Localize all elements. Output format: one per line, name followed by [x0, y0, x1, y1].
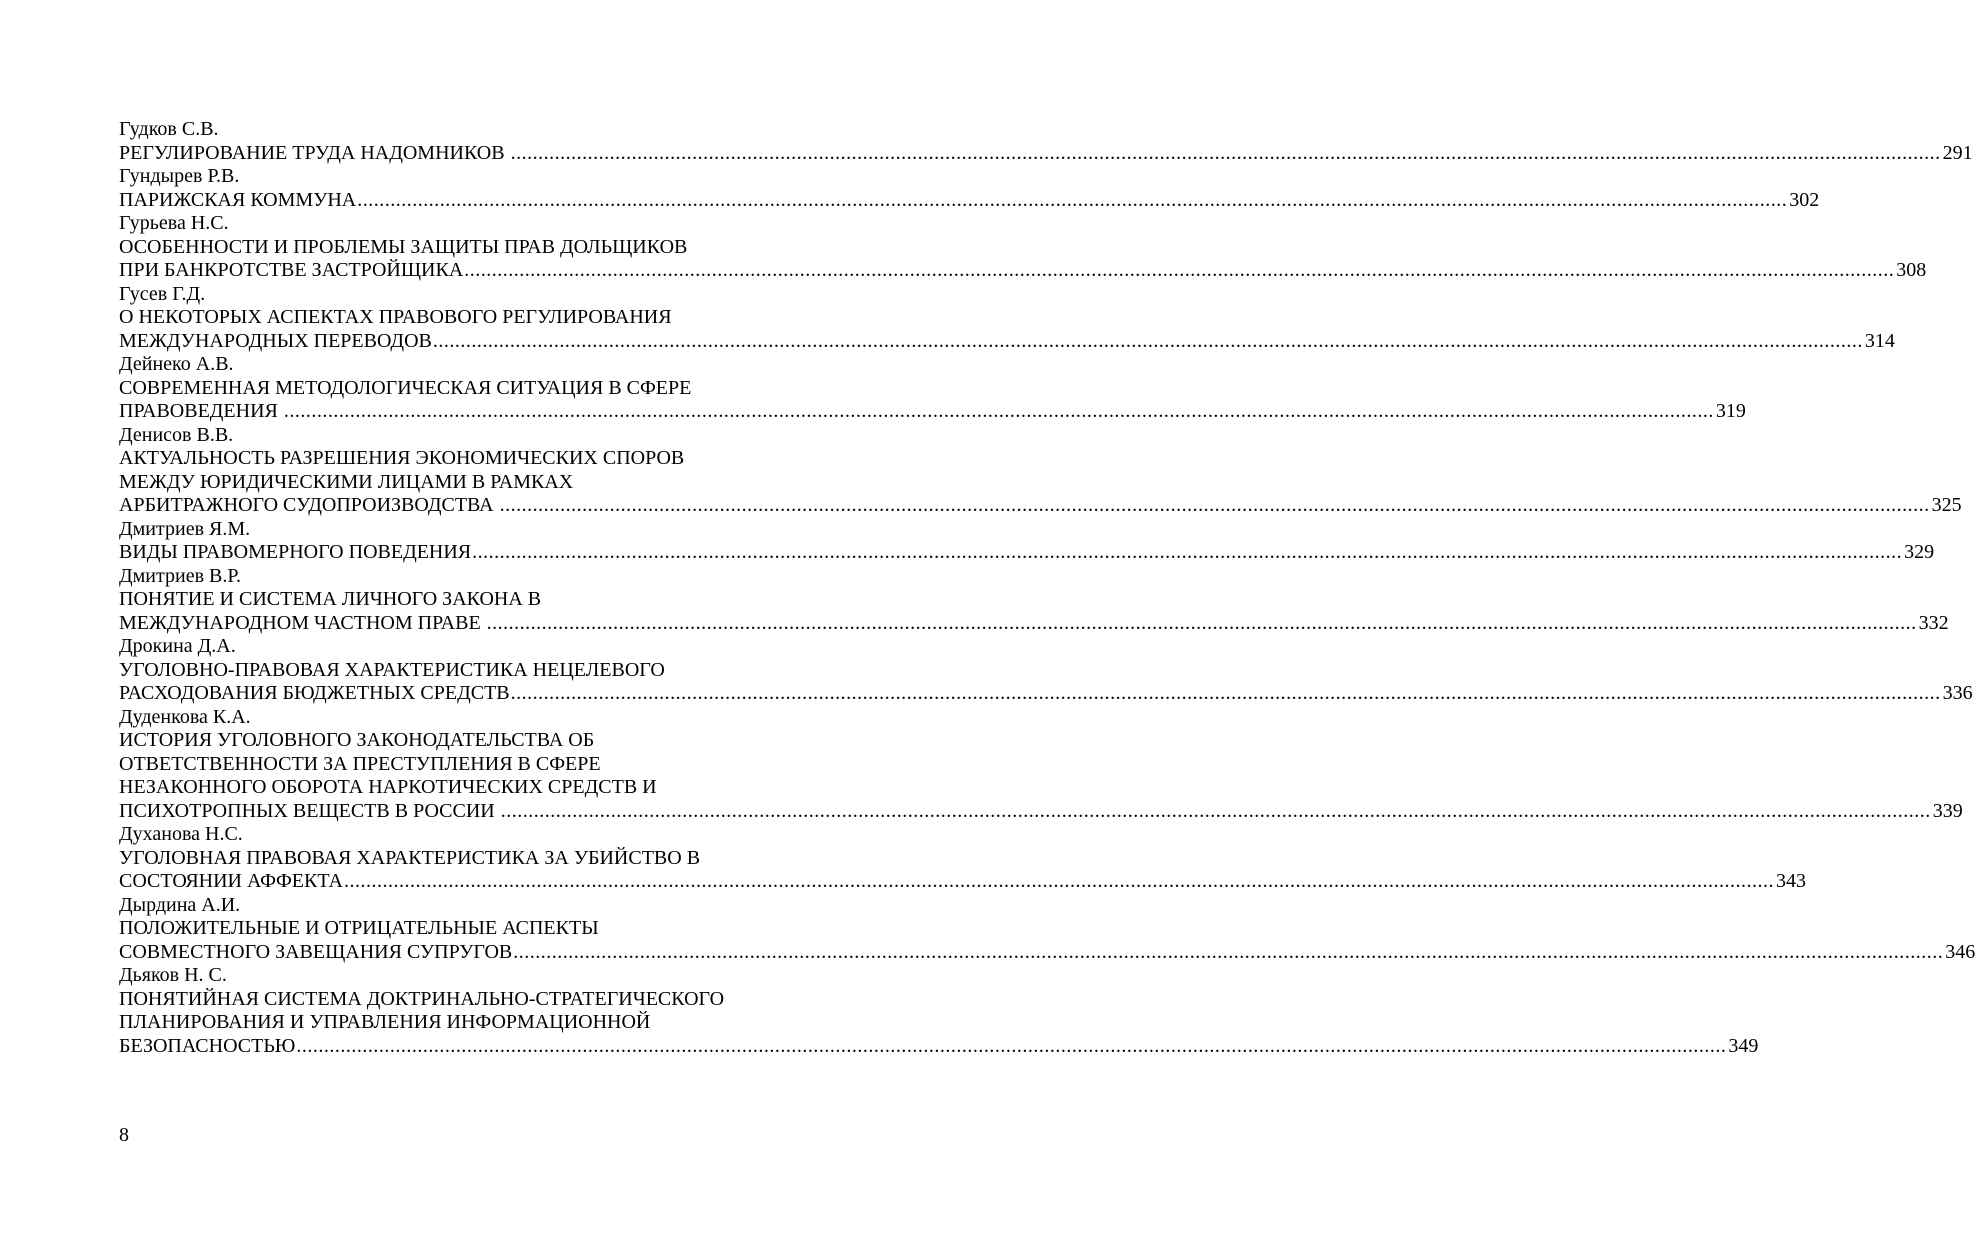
toc-leader-dots: .................................................................................................................................................................................................................................................................... [344, 870, 1775, 892]
toc-entry-author: Гусев Г.Д. [119, 282, 206, 305]
toc-entry-title-line: ВИДЫ ПРАВОМЕРНОГО ПОВЕДЕНИЯ [119, 541, 472, 563]
toc-entry-author: Дырдина А.И. [119, 893, 241, 916]
toc-leader-dots: .................................................................................................................................................................................................................................................................... [499, 494, 1930, 516]
toc-entry-page-number: 314 [1864, 329, 1895, 352]
toc-entry-title-line: АКТУАЛЬНОСТЬ РАЗРЕШЕНИЯ ЭКОНОМИЧЕСКИХ СПОРОВ [119, 447, 685, 469]
toc-entry-title-line: ОТВЕТСТВЕННОСТИ ЗА ПРЕСТУПЛЕНИЯ В СФЕРЕ [119, 752, 601, 775]
toc-entry [119, 564, 1949, 636]
toc-entry-author: Дмитриев Я.М. [119, 517, 251, 540]
toc-entry-last-line [119, 400, 1746, 424]
toc-entry-title-line: ОСОБЕННОСТИ И ПРОБЛЕМЫ ЗАЩИТЫ ПРАВ ДОЛЬЩИКОВ [119, 235, 688, 258]
toc-entry-title-line: СОВМЕСТНОГО ЗАВЕЩАНИЯ СУПРУГОВ [119, 940, 513, 963]
toc-entry-title-line: РЕГУЛИРОВАНИЕ ТРУДА НАДОМНИКОВ [119, 141, 510, 164]
toc-entry-page-number: 302 [1789, 188, 1820, 211]
toc-entry-author: Денисов В.В. [119, 423, 234, 446]
toc-entry-title-line: НЕЗАКОННОГО ОБОРОТА НАРКОТИЧЕСКИХ СРЕДСТВ И [119, 776, 657, 798]
toc-entry-page-number: 349 [1728, 1034, 1759, 1057]
toc-entry-title-line: БЕЗОПАСНОСТЬЮ [119, 1034, 296, 1057]
toc-entry-author: Гудков С.В. [119, 118, 219, 140]
toc-entry-author: Дьяков Н. С. [119, 964, 227, 986]
toc-leader-dots: .................................................................................................................................................................................................................................................................... [357, 188, 1788, 211]
toc-leader-dots: .................................................................................................................................................................................................................................................................... [464, 259, 1895, 281]
toc-leader-dots: .................................................................................................................................................................................................................................................................... [513, 940, 1944, 963]
toc-entry-title-line: ПОНЯТИЕ И СИСТЕМА ЛИЧНОГО ЗАКОНА В [119, 588, 542, 610]
toc-entry-title-line: ПАРИЖСКАЯ КОММУНА [119, 188, 357, 211]
toc-leader-dots: .................................................................................................................................................................................................................................................................... [510, 682, 1941, 704]
toc-entry-title-line: ПОНЯТИЙНАЯ СИСТЕМА ДОКТРИНАЛЬНО-СТРАТЕГИЧЕСКОГО [119, 987, 725, 1010]
toc-entry-title-line: МЕЖДУ ЮРИДИЧЕСКИМИ ЛИЦАМИ В РАМКАХ [119, 470, 574, 493]
toc-entry-page-number: 291 [1942, 141, 1973, 164]
toc-entry [119, 353, 1746, 424]
page-number: 8 [119, 1124, 129, 1146]
toc-entry-author: Дуденкова К.А. [119, 705, 251, 728]
table-of-contents [119, 118, 1975, 1058]
toc-entry-page-number: 343 [1776, 870, 1807, 892]
toc-entry [119, 165, 1820, 212]
toc-entry-title-line: МЕЖДУНАРОДНЫХ ПЕРЕВОДОВ [119, 329, 432, 352]
toc-entry-title-line: РАСХОДОВАНИЯ БЮДЖЕТНЫХ СРЕДСТВ [119, 682, 510, 704]
toc-entry-title-line: ПЛАНИРОВАНИЯ И УПРАВЛЕНИЯ ИНФОРМАЦИОННОЙ [119, 1011, 651, 1033]
toc-entry-last-line [119, 611, 1949, 636]
toc-entry-page-number: 308 [1896, 259, 1927, 281]
toc-entry [119, 517, 1935, 565]
toc-entry-author: Дейнеко А.В. [119, 353, 234, 375]
toc-entry-last-line [119, 329, 1895, 354]
toc-entry-page-number: 319 [1715, 400, 1746, 422]
toc-leader-dots: .................................................................................................................................................................................................................................................................... [283, 400, 1714, 422]
toc-entry-author: Гурьева Н.С. [119, 212, 229, 234]
toc-entry-title-line: ПРАВОВЕДЕНИЯ [119, 400, 283, 422]
toc-entry-title-line: УГОЛОВНАЯ ПРАВОВАЯ ХАРАКТЕРИСТИКА ЗА УБИЙСТВО В [119, 846, 701, 869]
toc-entry-title-line: УГОЛОВНО-ПРАВОВАЯ ХАРАКТЕРИСТИКА НЕЦЕЛЕВОГО [119, 658, 665, 681]
toc-leader-dots: .................................................................................................................................................................................................................................................................... [432, 329, 1863, 352]
toc-leader-dots: .................................................................................................................................................................................................................................................................... [510, 141, 1941, 164]
toc-leader-dots: .................................................................................................................................................................................................................................................................... [486, 611, 1917, 634]
toc-entry-title-line: ПРИ БАНКРОТСТВЕ ЗАСТРОЙЩИКА [119, 259, 464, 281]
toc-entry-author: Дрокина Д.А. [119, 635, 236, 657]
toc-entry-last-line [119, 682, 1973, 706]
toc-entry-last-line [119, 141, 1973, 166]
toc-entry-last-line [119, 940, 1975, 965]
toc-entry [119, 423, 1962, 518]
toc-entry-last-line [119, 870, 1807, 894]
toc-entry-title-line: СОСТОЯНИИ АФФЕКТА [119, 870, 344, 892]
toc-entry [119, 212, 1927, 283]
toc-entry-last-line [119, 1034, 1759, 1059]
toc-entry [119, 893, 1975, 965]
toc-leader-dots: .................................................................................................................................................................................................................................................................... [500, 799, 1931, 822]
toc-entry-title-line: ПСИХОТРОПНЫХ ВЕЩЕСТВ В РОССИИ [119, 799, 500, 822]
toc-entry-page-number: 332 [1918, 611, 1949, 634]
toc-entry-author: Гундырев Р.В. [119, 165, 240, 187]
toc-entry-author: Дмитриев В.Р. [119, 564, 241, 587]
toc-entry-last-line [119, 188, 1820, 213]
toc-leader-dots: .................................................................................................................................................................................................................................................................... [472, 541, 1903, 563]
toc-entry-page-number: 336 [1942, 682, 1973, 704]
toc-entry-title-line: О НЕКОТОРЫХ АСПЕКТАХ ПРАВОВОГО РЕГУЛИРОВАНИЯ [119, 306, 672, 328]
toc-entry-title-line: ИСТОРИЯ УГОЛОВНОГО ЗАКОНОДАТЕЛЬСТВА ОБ [119, 729, 595, 751]
toc-entry [119, 705, 1963, 824]
toc-entry-author: Духанова Н.С. [119, 823, 243, 845]
toc-entry-last-line [119, 799, 1963, 824]
toc-entry-title-line: ПОЛОЖИТЕЛЬНЫЕ И ОТРИЦАТЕЛЬНЫЕ АСПЕКТЫ [119, 917, 599, 939]
toc-entry-title-line: МЕЖДУНАРОДНОМ ЧАСТНОМ ПРАВЕ [119, 611, 486, 634]
toc-entry-last-line [119, 259, 1927, 283]
toc-entry-page-number: 325 [1931, 494, 1962, 516]
toc-entry [119, 282, 1895, 354]
toc-entry-title-line: АРБИТРАЖНОГО СУДОПРОИЗВОДСТВА [119, 494, 499, 516]
toc-entry-last-line [119, 541, 1935, 565]
toc-entry-title-line: СОВРЕМЕННАЯ МЕТОДОЛОГИЧЕСКАЯ СИТУАЦИЯ В СФЕРЕ [119, 376, 692, 399]
toc-entry-last-line [119, 494, 1962, 518]
toc-entry [119, 964, 1759, 1058]
toc-entry [119, 823, 1807, 894]
toc-entry-page-number: 346 [1945, 940, 1975, 963]
toc-leader-dots: .................................................................................................................................................................................................................................................................... [296, 1034, 1727, 1057]
toc-entry-page-number: 339 [1932, 799, 1963, 822]
toc-entry [119, 118, 1973, 165]
toc-entry-page-number: 329 [1904, 541, 1935, 563]
toc-entry [119, 635, 1973, 706]
